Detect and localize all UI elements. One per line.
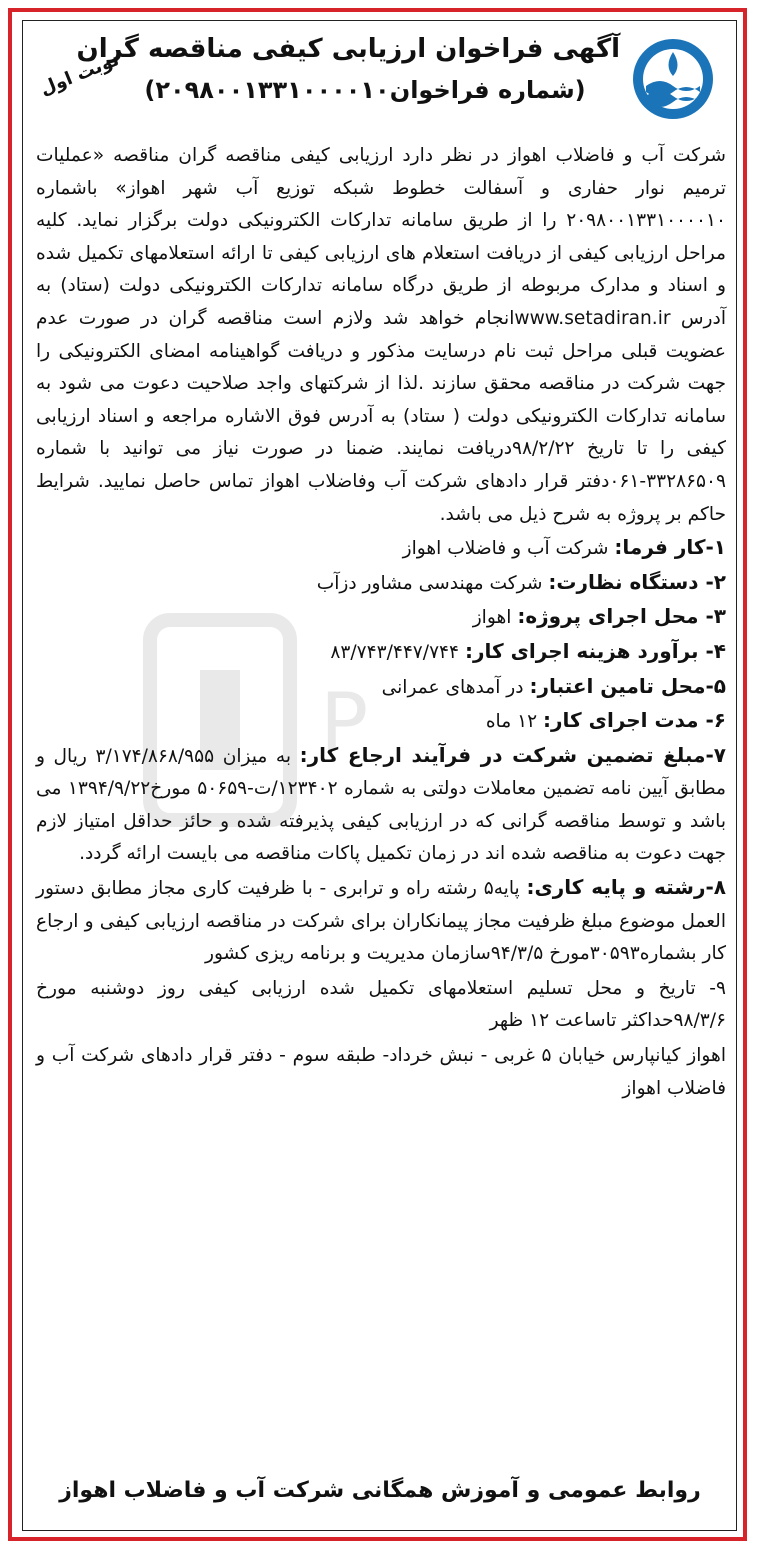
first-round-stamp: نوبت اول <box>37 49 123 100</box>
list-item: ۲- دستگاه نظارت: شرکت مهندسی مشاور دزآب <box>316 569 726 594</box>
list-item: ۱-کار فرما: شرکت آب و فاضلاب اهواز <box>402 535 726 560</box>
announcement-title: آگهی فراخوان ارزیابی کیفی مناقصه گران <box>76 34 620 64</box>
list-item: اهواز کیانپارس خیابان ۵ غربی - نبش خرداد- طبقه سوم - دفتر قرار دادهای شرکت آب و فاضلاب اهواز <box>36 1045 726 1099</box>
announcement-body <box>36 140 726 1105</box>
list-item: ۳- محل اجرای پروژه: اهواز <box>472 604 726 629</box>
terms-list <box>36 531 726 1105</box>
water-company-logo-icon <box>630 36 716 122</box>
footer-signature: روابط عمومی و آموزش همگانی شرکت آب و فاضلاب اهواز <box>59 1478 701 1503</box>
call-number: (شماره فراخوان۲۰۹۸۰۰۱۳۳۱۰۰۰۰۱۰) <box>144 76 586 104</box>
header <box>30 30 730 130</box>
svg-text:P: P <box>320 676 369 769</box>
intro-paragraph: شرکت آب و فاضلاب اهواز در نظر دارد ارزیابی کیفی مناقصه گران مناقصه «عملیات ترمیم نوار حفاری و آسفالت خطوط شبکه توزیع آب شهر اهواز» باشماره ۲۰۹۸۰۰۱۳۳۱۰۰۰۰۱۰ را از طریق سامانه تدارکات الکترونیکی دولت برگزار نماید. کلیه مراحل ارزیابی کیفی از دریافت استعلام های ارزیابی کیفی تا ارائه استعلامهای تکمیل شده و اسناد و مدارک مربوطه از طریق درگاه سامانه تدارکات الکترونیکی دولت (ستاد) به آدرس www.setadiran.irانجام خواهد شد ولازم است مناقصه گران در صورت عدم عضویت قبلی مراحل ثبت نام درسایت مذکور و دریافت گواهینامه امضای الکترونیکی را جهت شرکت در مناقصه محقق سازند .لذا از شرکتهای واجد صلاحیت دعوت می شود به سامانه تدارکات الکترونیکی دولت ( ستاد) به آدرس فوق الاشاره مراجعه و اسناد ارزیابی کیفی را تا تاریخ ۹۸/۲/۲۲دریافت نمایند. ضمنا در صورت نیاز می توانید با شماره ۳۳۲۸۶۵۰۹-۰۶۱دفتر قرار دادهای شرکت آب وفاضلاب اهواز تماس حاصل نمایید. شرایط حاکم بر پروژه به شرح ذیل می باشد. <box>36 145 726 525</box>
list-item: ۵-محل تامین اعتبار: در آمدهای عمرانی <box>381 673 726 698</box>
list-item: ۶- مدت اجرای کار: ۱۲ ماه <box>485 708 726 733</box>
list-item: ۹- تاریخ و محل تسلیم استعلامهای تکمیل شده ارزیابی کیفی روز دوشنبه مورخ ۹۸/۳/۶حداکثر تاساعت ۱۲ ظهر <box>36 977 726 1032</box>
list-item: ۴- برآورد هزینه اجرای کار: ۸۳/۷۴۳/۴۴۷/۷۴۴ <box>330 638 726 663</box>
list-item: ۷-مبلغ تضمین شرکت در فرآیند ارجاع کار: به میزان ۳/۱۷۴/۸۶۸/۹۵۵ ریال و مطابق آیین نامه تضمین معاملات دولتی به شماره ۱۲۳۴۰۲/ت-۵۰۶۵۹ مورخ۱۳۹۴/۹/۲۲ می باشد و توسط مناقصه گرانی که در ارزیابی کیفی پذیرفته شده و حائز حداقل امتیاز لازم جهت دعوت به مناقصه شده اند در زمان تکمیل پاکات مناقصه می بایست ارائه گردد. <box>36 742 726 865</box>
list-item: ۸-رشته و پایه کاری: پایه۵ رشته راه و ترابری - با ظرفیت کاری مجاز مطابق دستور العمل موضوع مبلغ ظرفیت مجاز پیمانکاران برای شرکت در مناقصه ارزیابی کیفی و ارجاع کار بشماره۳۰۵۹۳مورخ ۹۴/۳/۵سازمان مدیریت و برنامه ریزی کشور <box>36 875 726 965</box>
